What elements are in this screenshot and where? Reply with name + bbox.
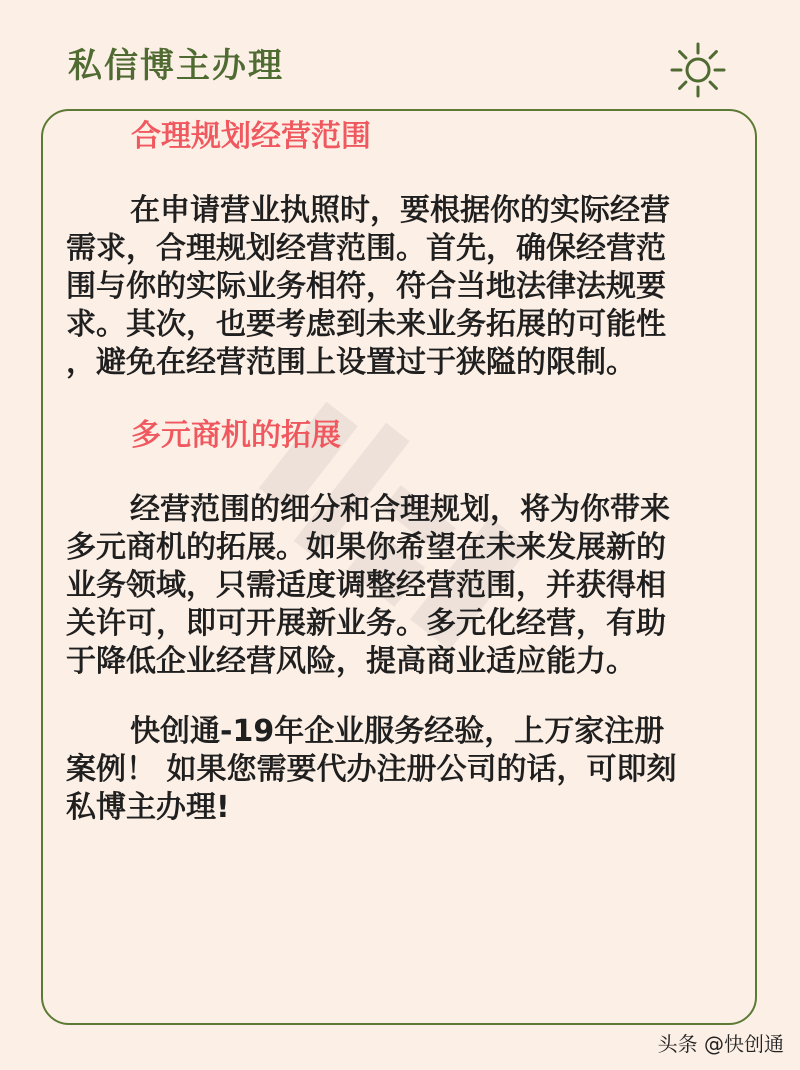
- section-heading-planning: 合理规划经营范围: [131, 119, 371, 154]
- section-paragraph-expansion: [66, 491, 732, 681]
- paragraph-line: 在申请营业执照时，要根据你的实际经营: [130, 193, 670, 228]
- section-paragraph-planning: [66, 192, 732, 382]
- sun-icon: [668, 40, 728, 100]
- paragraph-line: 多元商机的拓展。如果你希望在未来发展新的: [66, 530, 666, 565]
- section-heading-expansion: 多元商机的拓展: [131, 418, 341, 453]
- paragraph-line: 业务领域，只需适度调整经营范围，并获得相: [66, 568, 666, 603]
- paragraph-line: 私博主办理!: [66, 790, 230, 825]
- closing-paragraph: [66, 713, 732, 827]
- paragraph-line: 案例！ 如果您需要代办注册公司的话，可即刻: [66, 752, 677, 787]
- source-watermark: 头条 @快创通: [657, 1032, 784, 1056]
- paragraph-line: ，避免在经营范围上设置过于狭隘的限制。: [66, 345, 636, 380]
- paragraph-line: 围与你的实际业务相符，符合当地法律法规要: [66, 269, 666, 304]
- page-title: 私信博主办理: [68, 46, 284, 86]
- paragraph-line: 快创通-19年企业服务经验，上万家注册: [130, 714, 665, 749]
- paragraph-line: 经营范围的细分和合理规划，将为你带来: [130, 492, 670, 527]
- paragraph-line: 求。其次，也要考虑到未来业务拓展的可能性: [66, 307, 666, 342]
- paragraph-line: 关许可，即可开展新业务。多元化经营，有助: [66, 606, 666, 641]
- paragraph-line: 于降低企业经营风险，提高商业适应能力。: [66, 644, 636, 679]
- paragraph-line: 需求，合理规划经营范围。首先，确保经营范: [66, 231, 666, 266]
